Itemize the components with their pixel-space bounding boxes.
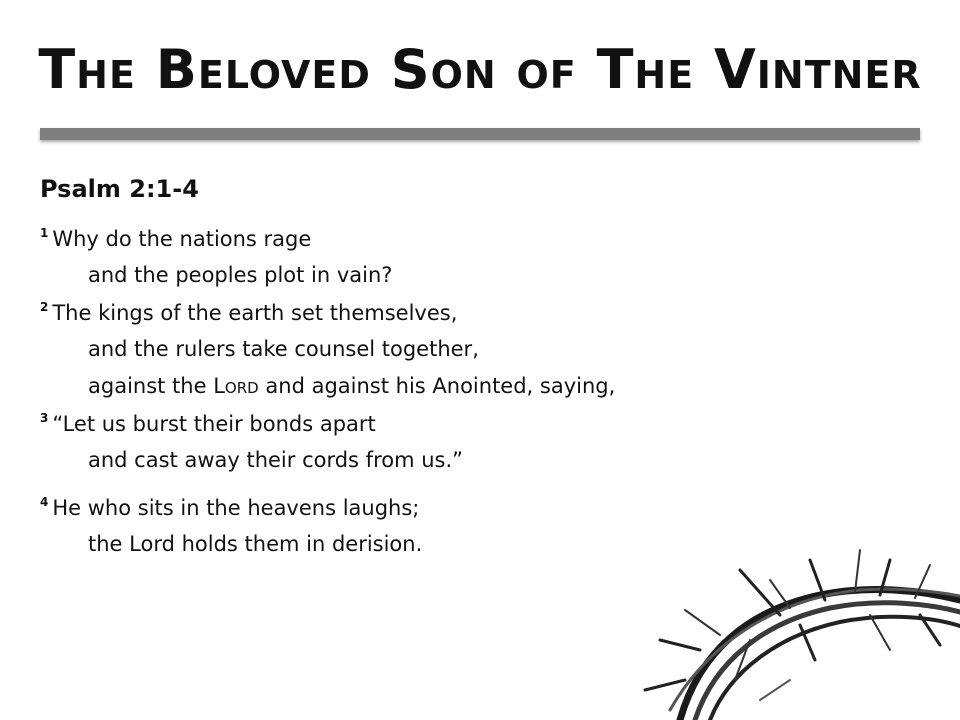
verse-number: 4 (40, 495, 49, 509)
crown-of-thorns-icon (640, 540, 960, 720)
verse-number: 1 (40, 226, 49, 240)
verse-text: The kings of the earth set themselves, (52, 301, 458, 325)
verse-1-line-1 (40, 226, 311, 251)
verse-2-line-2: and the rulers take counsel together, (88, 337, 479, 361)
verse-text: Why do the nations rage (52, 227, 312, 251)
verse-2-line-1 (40, 300, 457, 325)
divine-name: Lord (213, 374, 259, 398)
verse-text: “Let us burst their bonds apart (52, 412, 376, 436)
verse-4-line-1 (40, 495, 419, 520)
verse-text: and against his Anointed, saying, (265, 374, 616, 398)
verse-2-line-3 (88, 374, 615, 398)
verse-4-line-2: the Lord holds them in derision. (88, 532, 423, 556)
verse-number: 3 (40, 411, 49, 425)
verse-text: He who sits in the heavens laughs; (52, 496, 420, 520)
title-divider (40, 128, 920, 140)
verse-text: against the (88, 374, 207, 398)
slide-title: The Beloved Son of The Vintner (38, 38, 922, 101)
verse-3-line-2: and cast away their cords from us.” (88, 448, 464, 472)
verse-3-line-1 (40, 411, 376, 436)
verse-1-line-2: and the peoples plot in vain? (88, 263, 393, 287)
scripture-reference: Psalm 2:1-4 (40, 175, 199, 203)
verse-number: 2 (40, 300, 49, 314)
